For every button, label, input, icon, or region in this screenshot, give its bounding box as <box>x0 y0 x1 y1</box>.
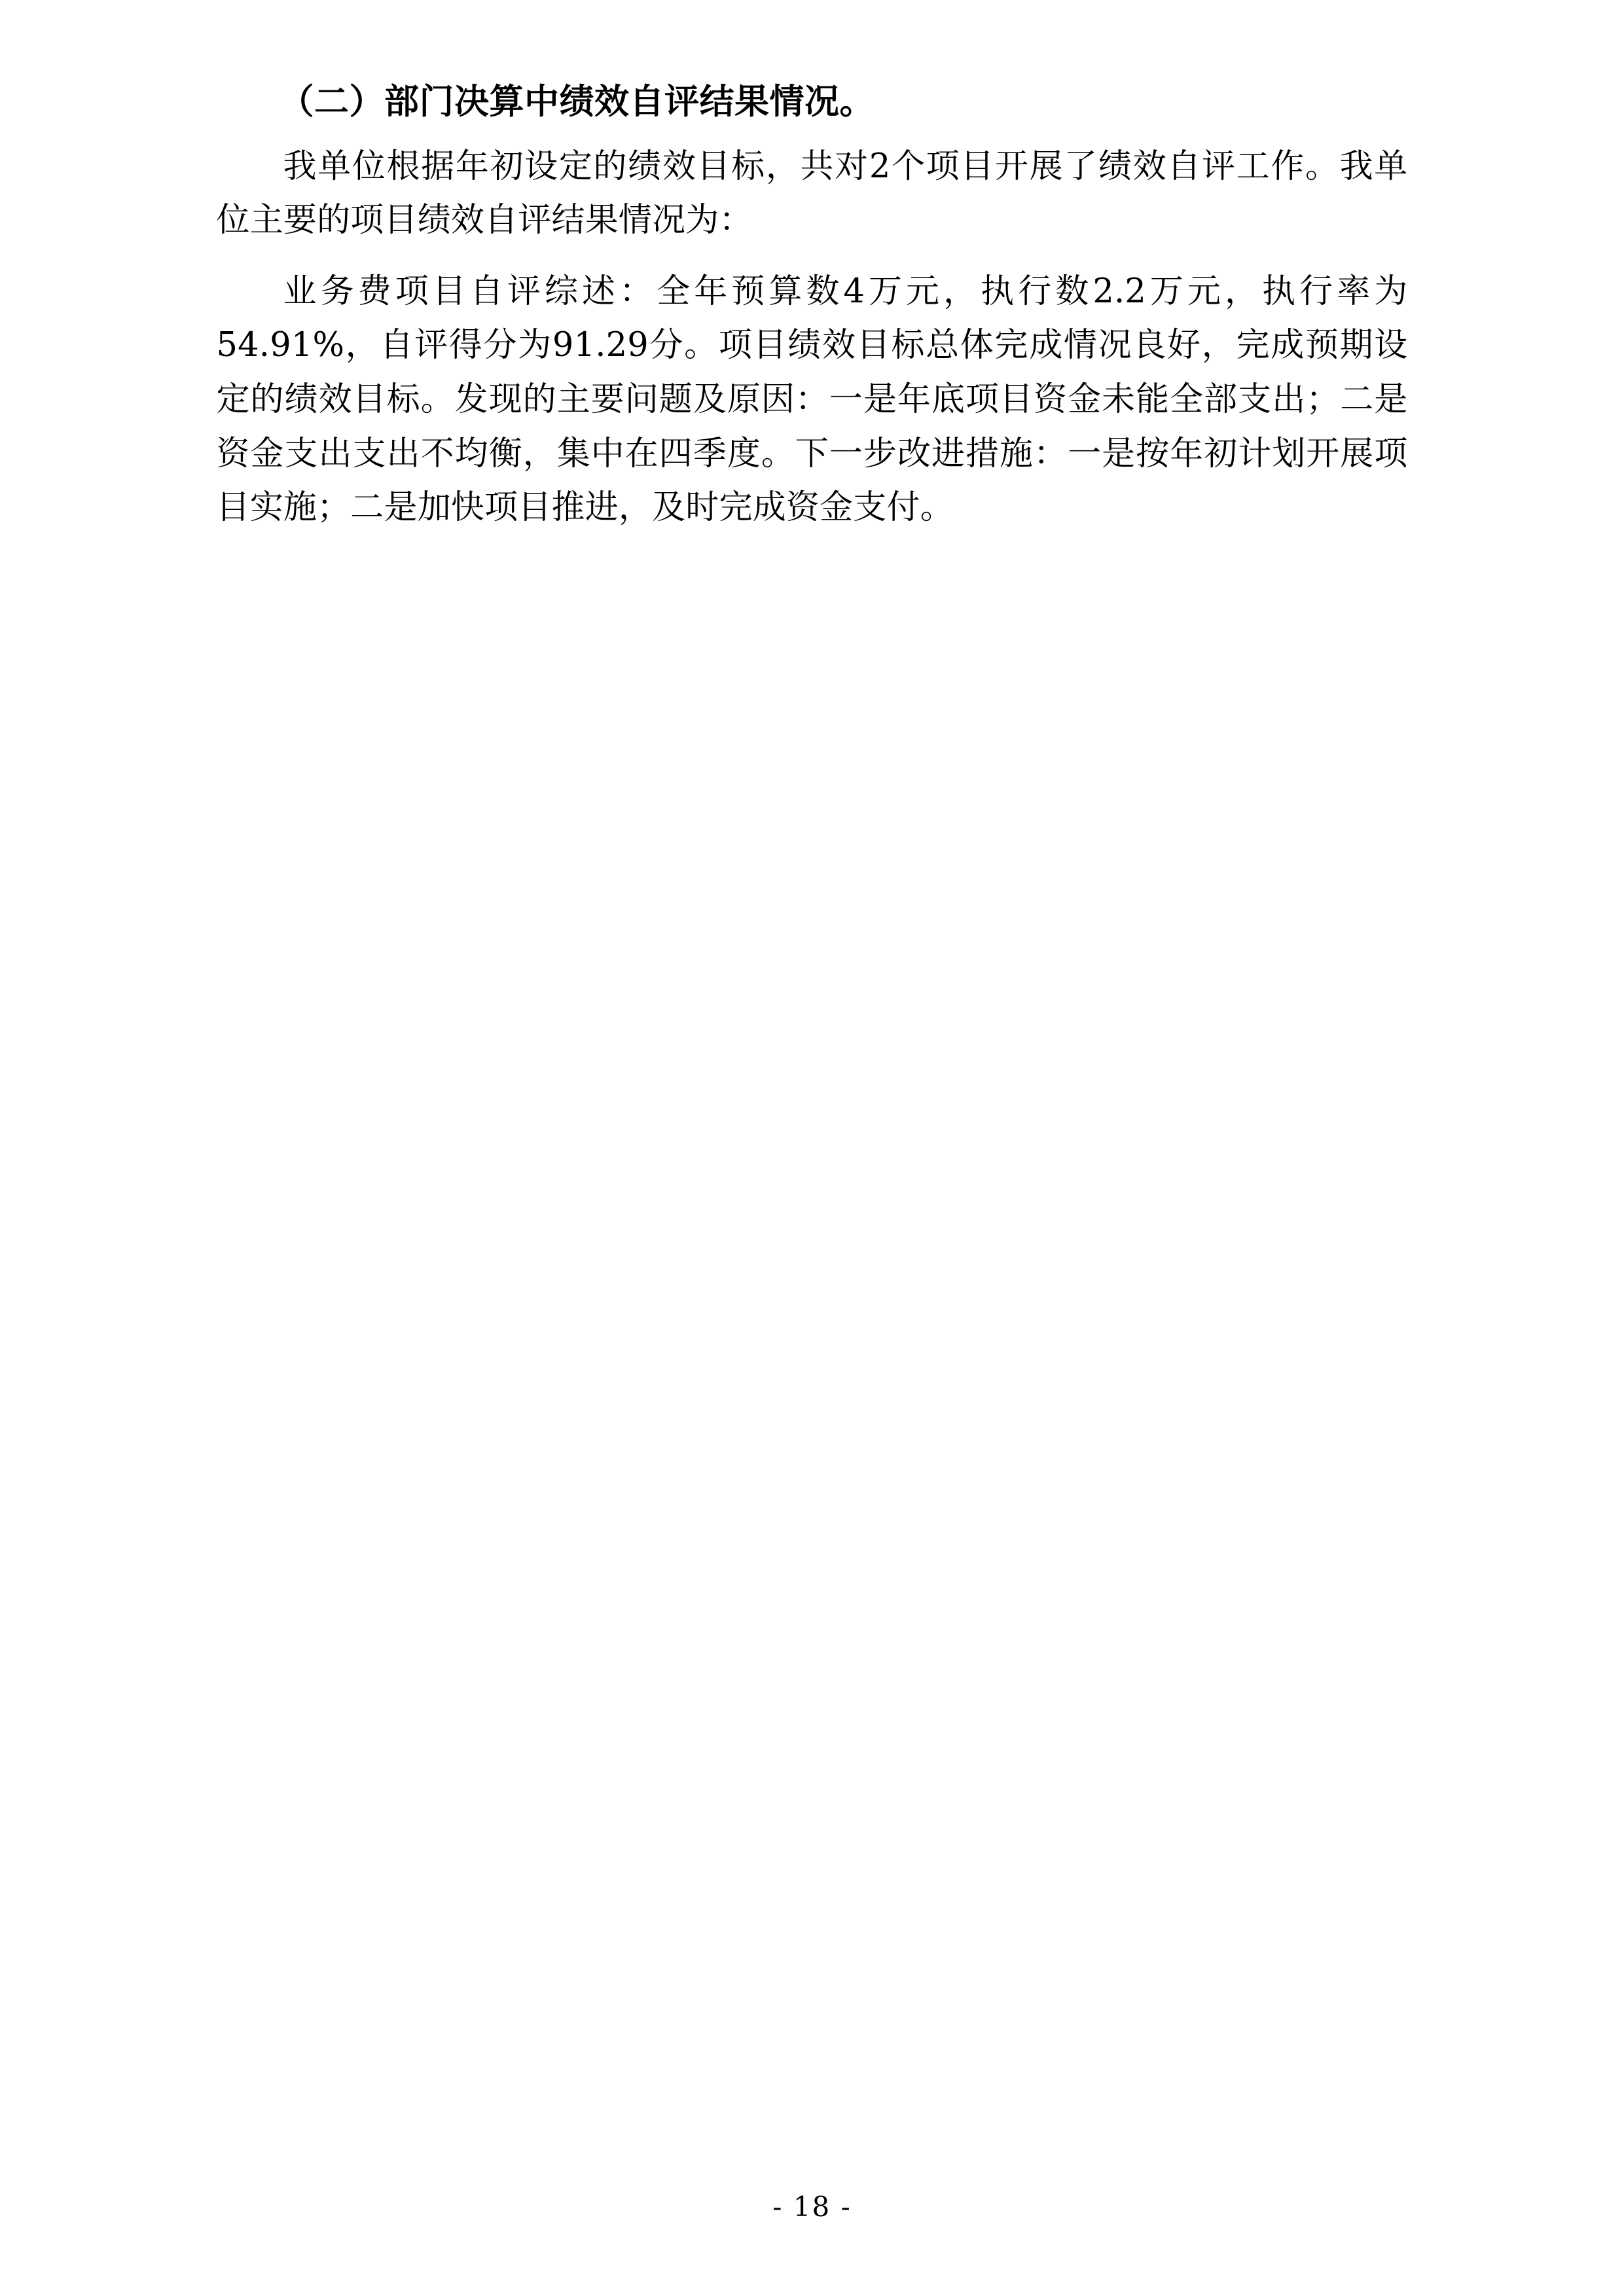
paragraph-overview: 我单位根据年初设定的绩效目标，共对2个项目开展了绩效自评工作。我单位主要的项目绩效自评结果情况为： <box>216 147 1408 240</box>
document-body <box>217 79 1408 535</box>
paragraph-self-evaluation-summary: 业务费项目自评综述：全年预算数4万元，执行数2.2万元，执行率为54.91%，自评得分为91.29分。项目绩效目标总体完成情况良好，完成预期设定的绩效目标。发现的主要问题及原因：一是年底项目资金未能全部支出；二是资金支出支出不均衡，集中在四季度。下一步改进措施：一是按年初计划开展项目实施；二是加快项目推进，及时完成资金支付。 <box>216 272 1408 528</box>
section-heading: （二）部门决算中绩效自评结果情况。 <box>279 81 875 122</box>
page-number: - 18 - <box>772 2191 852 2223</box>
